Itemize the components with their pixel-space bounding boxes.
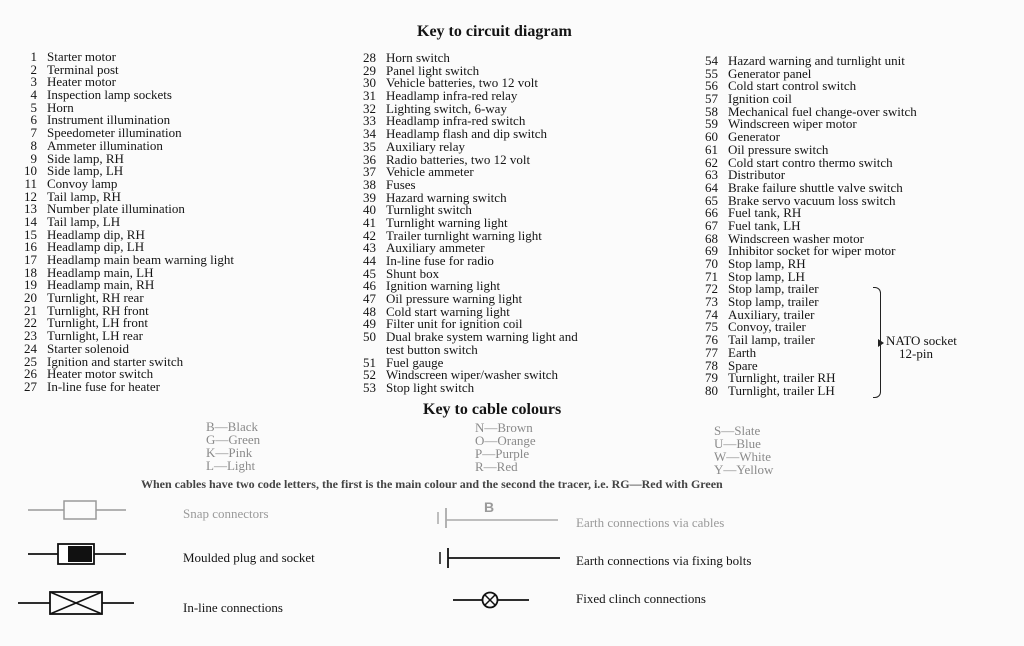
fixed-clinch-label: Fixed clinch connections — [576, 591, 706, 606]
earth-bolt-icon — [438, 544, 562, 572]
item-label: Stop lamp, trailer — [728, 294, 819, 310]
item-label: Auxiliary, trailer — [728, 306, 815, 322]
cable-colour-code: U—Blue — [714, 436, 761, 451]
item-label: Cold start warning light — [386, 303, 510, 319]
item-label: Radio batteries, two 12 volt — [386, 151, 531, 167]
item-number: 70 — [705, 256, 718, 271]
item-label: Starter solenoid — [47, 340, 129, 356]
item-number: 58 — [705, 103, 718, 119]
nato-socket-label — [886, 334, 957, 360]
nato-bracket-point — [878, 339, 884, 347]
earth-cables-label: Earth connections via cables — [576, 515, 725, 530]
item-number: 34 — [363, 126, 376, 142]
item-number: 4 — [30, 87, 37, 103]
item-label: Stop lamp, LH — [728, 268, 805, 284]
item-label: Ignition warning light — [386, 278, 501, 294]
earth-bolts-label: Earth connections via fixing bolts — [576, 553, 752, 568]
circuit-key-column-1 — [17, 51, 234, 394]
item-number: 10 — [24, 163, 37, 179]
item-number: 24 — [24, 340, 37, 356]
item-label: Headlamp main, LH — [47, 264, 154, 280]
nato-line-2: 12-pin — [899, 346, 933, 361]
two-letter-code-note: When cables have two code letters, the first is the main colour and the second the tracer, i.e. RG—Red with Green — [141, 477, 723, 491]
item-label: Vehicle ammeter — [386, 164, 474, 180]
item-label: Vehicle batteries, two 12 volt — [386, 75, 538, 91]
item-label: Dual brake system warning light and — [386, 329, 578, 345]
item-label: Windscreen wiper/washer switch — [386, 367, 559, 383]
earth-cable-letter: B — [484, 499, 495, 515]
item-number: 60 — [705, 129, 718, 145]
item-label: Headlamp infra-red switch — [386, 113, 526, 129]
item-label: Tail lamp, LH — [47, 213, 121, 229]
item-number: 25 — [24, 353, 37, 369]
item-number: 9 — [30, 150, 37, 166]
item-label: Hazard warning switch — [386, 189, 507, 205]
circuit-key-item — [698, 382, 917, 398]
circuit-key-item — [356, 379, 578, 395]
item-label: Oil pressure switch — [728, 141, 829, 157]
item-label: Oil pressure warning light — [386, 291, 523, 307]
item-number: 17 — [24, 252, 37, 267]
cable-key-title: Key to cable colours — [423, 401, 562, 418]
nato-line-1: NATO socket — [886, 333, 957, 348]
item-label: Convoy, trailer — [728, 319, 806, 335]
item-number: 23 — [24, 328, 37, 344]
item-number: 49 — [363, 316, 376, 332]
item-number: 48 — [363, 303, 376, 319]
cable-colour-code: N—Brown — [475, 420, 533, 435]
item-label: Turnlight switch — [386, 202, 472, 218]
item-label: Spare — [728, 357, 758, 373]
item-number: 42 — [363, 227, 376, 243]
item-number: 69 — [705, 243, 718, 259]
item-label: Heater motor switch — [47, 366, 154, 382]
item-number: 37 — [363, 164, 376, 180]
circuit-key-title: Key to circuit diagram — [417, 23, 572, 40]
item-number: 32 — [363, 100, 376, 116]
item-label: Starter motor — [47, 49, 116, 64]
item-label: Turnlight, trailer RH — [728, 370, 836, 386]
item-number: 62 — [705, 154, 718, 170]
item-label: Brake failure shuttle valve switch — [728, 179, 903, 195]
cable-colour-code: O—Orange — [475, 433, 536, 448]
item-number: 33 — [363, 113, 376, 129]
snap-connector-icon — [28, 498, 128, 522]
item-label: Horn switch — [386, 50, 450, 65]
item-label: Earth — [728, 344, 757, 360]
item-label: Trailer turnlight warning light — [386, 227, 542, 243]
item-number: 76 — [705, 332, 718, 348]
item-number: 5 — [30, 99, 37, 115]
item-label: Speedometer illumination — [47, 125, 182, 141]
item-number: 2 — [30, 61, 37, 77]
item-label: Auxiliary ammeter — [386, 240, 485, 256]
item-label: Side lamp, LH — [47, 163, 124, 179]
item-label: Turnlight, trailer LH — [728, 382, 835, 398]
item-label: Ignition coil — [728, 91, 792, 107]
item-number: 79 — [705, 370, 718, 386]
item-label: Fuses — [386, 176, 416, 192]
item-label: Mechanical fuel change-over switch — [728, 103, 917, 119]
item-label: Fuel tank, RH — [728, 205, 802, 221]
item-label: Tail lamp, RH — [47, 188, 121, 204]
moulded-plug-label: Moulded plug and socket — [183, 550, 315, 565]
item-label: Horn — [47, 99, 74, 115]
item-number: 68 — [705, 230, 718, 246]
item-number: 77 — [705, 344, 718, 360]
item-label: Cold start contro thermo switch — [728, 154, 893, 170]
cable-colours-column-2 — [475, 421, 536, 473]
item-number: 3 — [30, 74, 37, 90]
cable-colour-code: P—Purple — [475, 446, 530, 461]
item-number: 80 — [705, 382, 718, 398]
item-number: 16 — [24, 239, 37, 255]
item-label: Headlamp dip, LH — [47, 239, 145, 255]
item-label: Stop lamp, trailer — [728, 281, 819, 297]
item-number: 57 — [705, 91, 718, 107]
item-number: 53 — [363, 379, 376, 395]
item-number: 36 — [363, 151, 376, 167]
item-number: 63 — [705, 167, 718, 183]
item-label: Fuel tank, LH — [728, 217, 801, 233]
inline-connection-icon — [18, 589, 136, 617]
item-number: 39 — [363, 189, 376, 205]
item-number: 41 — [363, 214, 376, 230]
cable-colour-code: B—Black — [206, 419, 258, 434]
circuit-key-item — [17, 378, 234, 394]
item-number: 27 — [24, 378, 37, 394]
item-number: 26 — [24, 366, 37, 382]
item-label: Auxiliary relay — [386, 138, 466, 154]
earth-cable-icon — [436, 498, 560, 530]
item-number: 43 — [363, 240, 376, 256]
item-label: Turnlight, LH front — [47, 315, 148, 331]
cable-colours-column-3 — [714, 424, 773, 476]
item-number: 38 — [363, 176, 376, 192]
item-number: 64 — [705, 179, 718, 195]
item-label: Side lamp, RH — [47, 150, 124, 166]
item-number: 12 — [24, 188, 37, 204]
cable-colour-code: Y—Yellow — [714, 462, 774, 477]
item-number: 45 — [363, 265, 376, 281]
cable-colours-column-1 — [206, 420, 260, 472]
item-label: Shunt box — [386, 265, 440, 281]
item-label: Tail lamp, trailer — [728, 332, 815, 348]
item-label: Turnlight, RH rear — [47, 290, 144, 306]
item-number: 54 — [705, 53, 718, 68]
item-label: Ignition and starter switch — [47, 353, 184, 369]
item-number: 20 — [24, 290, 37, 306]
item-label: Hazard warning and turnlight unit — [728, 53, 905, 68]
item-number: 72 — [705, 281, 718, 297]
item-label: In-line fuse for heater — [47, 378, 160, 394]
item-label: Convoy lamp — [47, 175, 118, 191]
item-label: Windscreen wiper motor — [728, 116, 857, 132]
item-number: 35 — [363, 138, 376, 154]
item-number: 44 — [363, 253, 376, 268]
item-number: 18 — [24, 264, 37, 280]
item-number: 19 — [24, 277, 37, 293]
item-number: 78 — [705, 357, 718, 373]
item-number: 51 — [363, 354, 376, 370]
item-label: Instrument illumination — [47, 112, 171, 128]
item-number: 61 — [705, 141, 718, 157]
item-label: Stop light switch — [386, 379, 475, 395]
item-number: 75 — [705, 319, 718, 335]
item-label: Generator panel — [728, 65, 812, 81]
item-label: In-line fuse for radio — [386, 253, 494, 268]
item-number: 66 — [705, 205, 718, 221]
moulded-plug-icon — [28, 541, 128, 567]
item-label: Headlamp main, RH — [47, 277, 155, 293]
item-number: 1 — [30, 49, 37, 64]
inline-connections-label: In-line connections — [183, 600, 283, 615]
item-number: 40 — [363, 202, 376, 218]
item-number: 71 — [705, 268, 718, 284]
item-label: Headlamp dip, RH — [47, 226, 145, 242]
cable-colour-code: G—Green — [206, 432, 261, 447]
item-label: Headlamp infra-red relay — [386, 88, 518, 104]
item-label: Ammeter illumination — [47, 137, 163, 153]
item-number: 28 — [363, 50, 376, 65]
item-label: Lighting switch, 6-way — [386, 100, 507, 116]
item-number: 65 — [705, 192, 718, 208]
item-number: 59 — [705, 116, 718, 132]
item-label: test button switch — [386, 341, 478, 357]
item-label: Generator — [728, 129, 780, 145]
item-label: Heater motor — [47, 74, 116, 90]
item-number: 29 — [363, 62, 376, 78]
item-label: Fuel gauge — [386, 354, 444, 370]
item-number: 15 — [24, 226, 37, 242]
item-label: Distributor — [728, 167, 786, 183]
item-label: Cold start control switch — [728, 78, 857, 94]
item-label: Turnlight, RH front — [47, 302, 149, 318]
cable-colour-code: S—Slate — [714, 423, 761, 438]
item-label: Headlamp flash and dip switch — [386, 126, 548, 142]
item-number: 11 — [24, 175, 37, 191]
fixed-clinch-icon — [453, 589, 531, 611]
item-number: 74 — [705, 306, 718, 322]
item-label: Panel light switch — [386, 62, 480, 78]
cable-colour-code: L—Light — [206, 458, 256, 473]
item-number: 56 — [705, 78, 718, 94]
item-label: Brake servo vacuum loss switch — [728, 192, 896, 208]
item-label: Number plate illumination — [47, 201, 185, 217]
item-label: Inhibitor socket for wiper motor — [728, 243, 896, 259]
item-label: Headlamp main beam warning light — [47, 252, 235, 267]
cable-colour-code: W—White — [714, 449, 772, 464]
item-number: 13 — [24, 201, 37, 217]
item-label: Filter unit for ignition coil — [386, 316, 523, 332]
item-label: Terminal post — [47, 61, 119, 77]
item-label: Turnlight warning light — [386, 214, 508, 230]
item-label: Inspection lamp sockets — [47, 87, 172, 103]
item-number: 6 — [30, 112, 37, 128]
item-number: 52 — [363, 367, 376, 383]
circuit-key-column-2 — [356, 52, 578, 395]
item-number: 55 — [705, 65, 718, 81]
item-number: 21 — [24, 302, 37, 318]
item-number: 31 — [363, 88, 376, 104]
item-number: 73 — [705, 294, 718, 310]
item-number: 22 — [24, 315, 37, 331]
item-number: 30 — [363, 75, 376, 91]
item-number: 46 — [363, 278, 376, 294]
cable-colour-code: K—Pink — [206, 445, 253, 460]
item-number: 7 — [30, 125, 37, 141]
item-label: Windscreen washer motor — [728, 230, 864, 246]
snap-connectors-label: Snap connectors — [183, 506, 269, 521]
cable-colour-code: R—Red — [475, 459, 518, 474]
item-number: 50 — [363, 329, 376, 345]
item-label: Turnlight, LH rear — [47, 328, 143, 344]
item-number: 14 — [24, 213, 37, 229]
item-number: 67 — [705, 217, 718, 233]
item-number: 47 — [363, 291, 376, 307]
item-number: 8 — [30, 137, 37, 153]
item-label: Stop lamp, RH — [728, 256, 806, 271]
